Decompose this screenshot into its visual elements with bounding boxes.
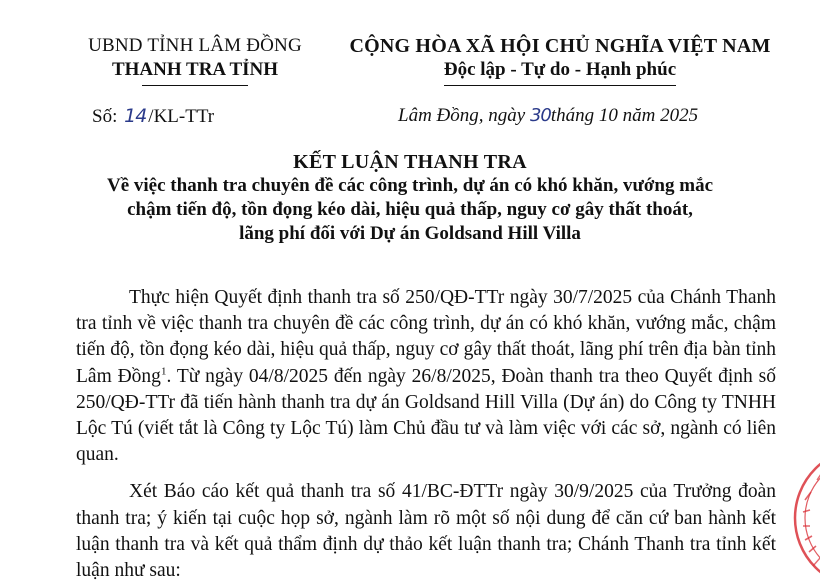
date-prefix: Lâm Đồng, ngày (398, 105, 530, 126)
national-header-block (330, 34, 790, 86)
nation-name: CỘNG HÒA XÃ HỘI CHỦ NGHĨA VIỆT NAM (349, 35, 771, 57)
national-motto: Độc lập - Tự do - Hạnh phúc (444, 58, 676, 86)
footnote-marker: 1 (160, 365, 167, 378)
body-paragraph-1 (76, 285, 776, 468)
document-title: KẾT LUẬN THANH TRA (293, 151, 527, 173)
document-number-handwritten: 14 (124, 105, 147, 127)
document-subject-line-3: lãng phí đối với Dự án Goldsand Hill Villa (239, 223, 581, 244)
official-seal-icon (783, 440, 820, 580)
document-subject-line-1: Về việc thanh tra chuyên đề các công trình, dự án có khó khăn, vướng mắc (107, 175, 713, 196)
paragraph-1-text-b: . Từ ngày 04/8/2025 đến ngày 26/8/2025, Đoàn thanh tra theo Quyết định số 250/QĐ-TTr đã tiến hành thanh tra dự án Goldsand Hill Villa (Dự án) do Công ty TNHH Lộc Tú (viết tắt là Công ty Lộc Tú) làm Chủ đầu tư và làm việc với các sở, ngành có liên quan. (76, 365, 776, 466)
organization-name: THANH TRA TỈNH (112, 58, 278, 86)
document-number-suffix: /KL-TTr (148, 106, 215, 127)
date-rest: tháng 10 năm 2025 (550, 105, 699, 126)
document-title-block (60, 150, 760, 246)
date-line (398, 104, 698, 128)
document-body (76, 285, 776, 580)
document-subject-line-2: chậm tiến độ, tồn đọng kéo dài, hiệu quả thấp, nguy cơ gây thất thoát, (127, 199, 693, 220)
paragraph-1-text-a: Thực hiện Quyết định thanh tra số 250/QĐ-TTr ngày 30/7/2025 của Chánh Thanh tra tỉnh về việc thanh tra chuyên đề các công trình, dự án có khó khăn, vướng mắc, chậm tiến độ, tồn đọng kéo dài, hiệu quả thấp, nguy cơ gây thất thoát, lãng phí trên địa bàn tỉnh Lâm Đồng (76, 287, 776, 387)
body-paragraph-2: Xét Báo cáo kết quả thanh tra số 41/BC-ĐTTr ngày 30/9/2025 của Trưởng đoàn thanh tra; ý kiến tại cuộc họp sở, ngành làm rõ một số nội dung để căn cứ ban hành kết luận thanh tra và kết quả thẩm định dự thảo kết luận thanh tra; Chánh Thanh tra tỉnh kết luận như sau: (76, 481, 776, 580)
issuing-agency-block (70, 34, 320, 86)
document-number-prefix: Số: (92, 106, 118, 127)
document-number (92, 104, 214, 129)
agency-name: UBND TỈNH LÂM ĐỒNG (88, 35, 302, 56)
date-day-handwritten: 30 (529, 105, 551, 126)
